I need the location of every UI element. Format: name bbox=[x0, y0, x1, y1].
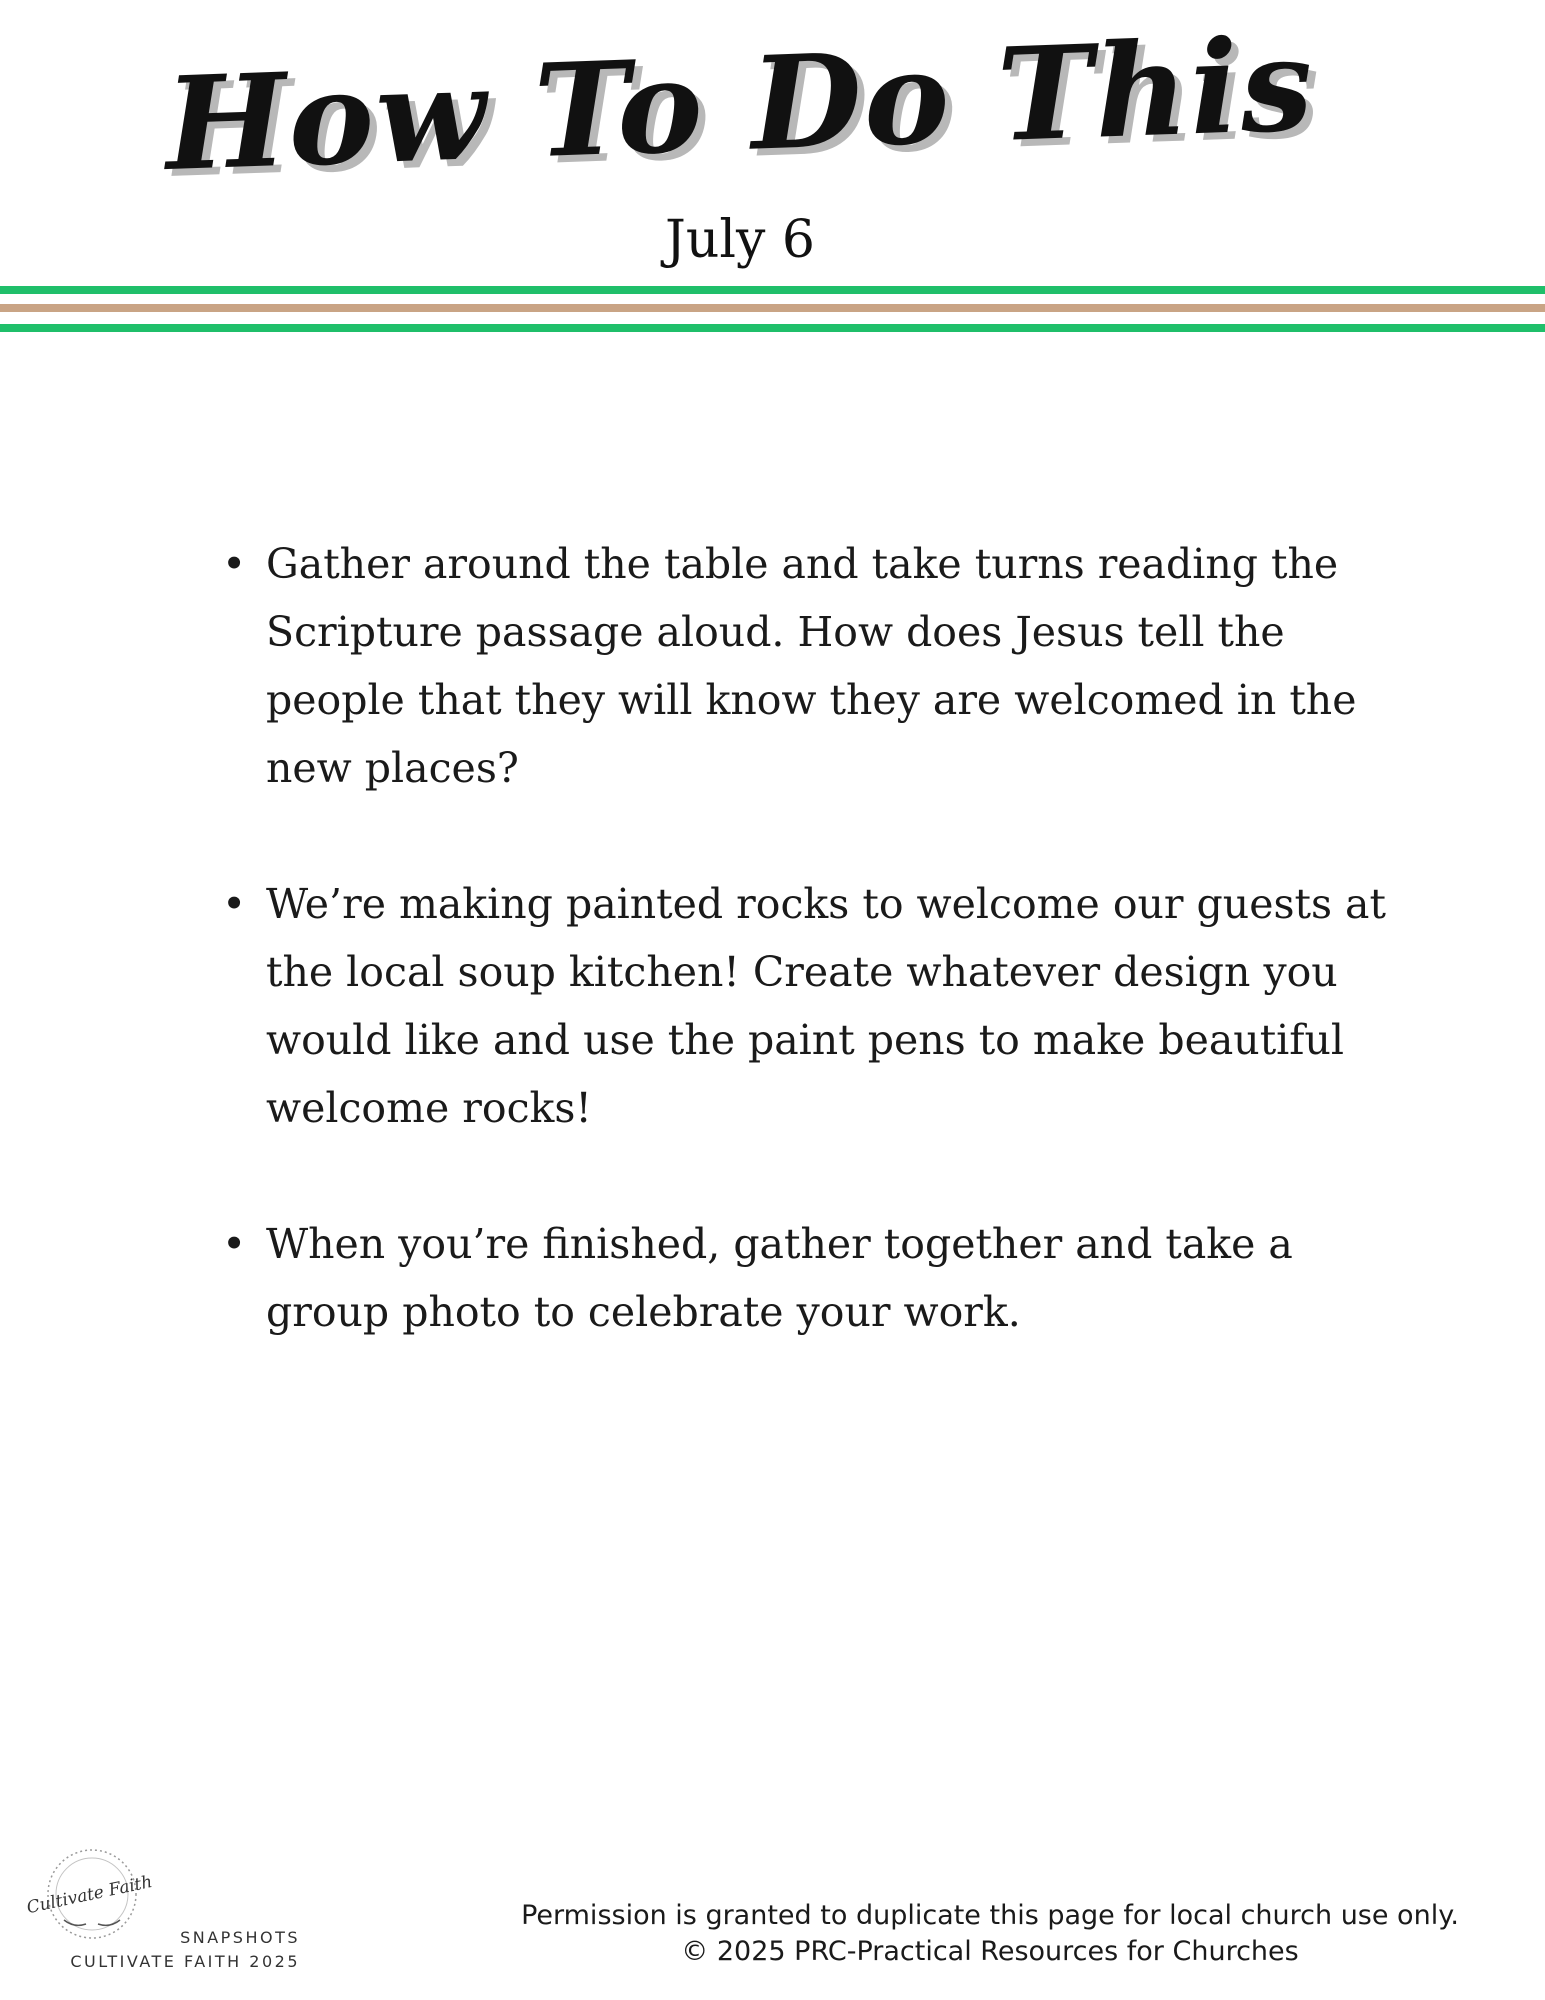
logo-text: Cultivate Faith bbox=[25, 1871, 155, 1919]
instruction-text: We’re making painted rocks to welcome our guests at the local soup kitchen! Create whatever design you would like and use the paint pens to make beautiful welcome rocks! bbox=[266, 880, 1386, 1132]
instruction-text: Gather around the table and take turns reading the Scripture passage aloud. How does Jesus tell the people that they will know they are welcomed in the new places? bbox=[266, 540, 1357, 792]
bullet-icon: • bbox=[222, 540, 247, 588]
brand-line-snapshots: SNAPSHOTS bbox=[180, 1928, 300, 1947]
divider-stripe-tan bbox=[0, 304, 1545, 312]
page-date: July 6 bbox=[665, 210, 815, 270]
instruction-item bbox=[222, 530, 1416, 802]
instruction-item bbox=[222, 1210, 1416, 1346]
permission-notice: Permission is granted to duplicate this page for local church use only. bbox=[521, 1900, 1459, 1931]
page-title: How To Do This bbox=[162, 9, 1318, 201]
instruction-text: When you’re finished, gather together and take a group photo to celebrate your work. bbox=[266, 1220, 1293, 1336]
divider-stripe-green-top bbox=[0, 286, 1545, 294]
copyright-notice: © 2025 PRC-Practical Resources for Churches bbox=[681, 1936, 1299, 1967]
instruction-list bbox=[218, 530, 1416, 1414]
divider-stripe-green-bottom bbox=[0, 324, 1545, 332]
bullet-icon: • bbox=[222, 880, 247, 928]
bullet-icon: • bbox=[222, 1220, 247, 1268]
brand-line-cultivate-faith: CULTIVATE FAITH 2025 bbox=[70, 1952, 300, 1971]
instruction-item bbox=[222, 870, 1416, 1142]
